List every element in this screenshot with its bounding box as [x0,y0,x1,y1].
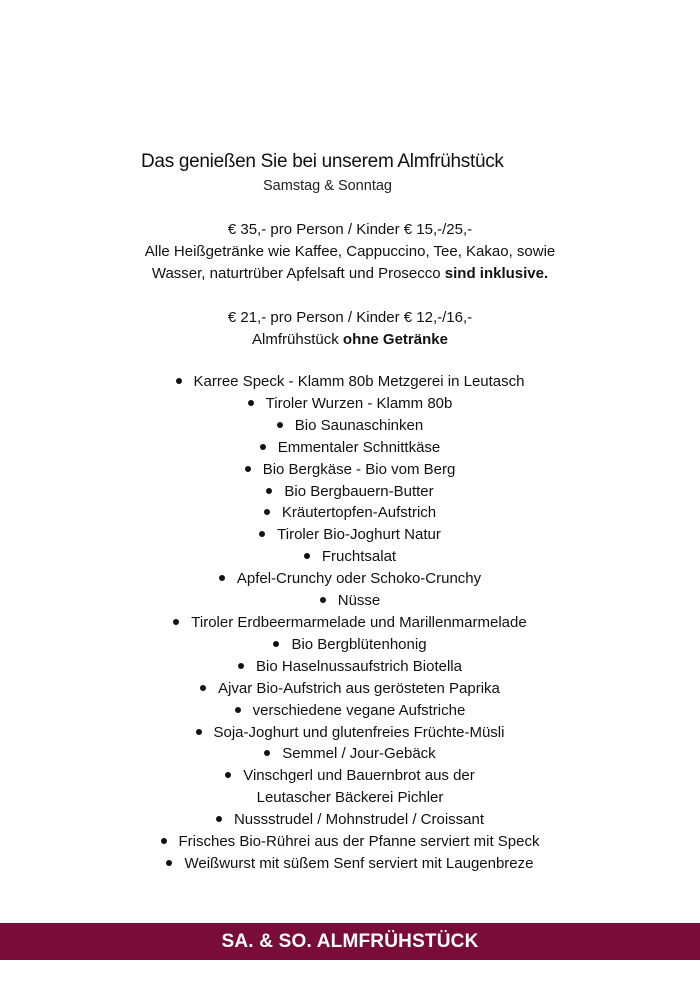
bullet-icon [266,488,272,494]
menu-item [0,722,700,744]
bullet-icon [166,860,172,866]
offer-inclusive-text-line2 [0,263,700,285]
bullet-icon [216,816,222,822]
bullet-icon [238,663,244,669]
menu-item-text: Ajvar Bio-Aufstrich aus gerösteten Paprika [218,679,500,697]
bullet-icon [264,509,270,515]
bullet-icon [304,553,310,559]
menu-item-continuation [0,787,700,809]
menu-item-text: Leutascher Bäckerei Pichler [256,789,444,807]
offer-without-drinks-bold: ohne Getränke [342,331,448,348]
menu-item [0,765,700,787]
bullet-icon [320,597,326,603]
menu-item-text: Weißwurst mit süßem Senf serviert mit Laugenbreze [184,854,534,872]
menu-item-text: Bio Haselnussaufstrich Biotella [256,657,462,675]
menu-item [0,853,700,875]
bullet-icon [200,685,206,691]
menu-item [0,612,700,634]
offer-inclusive-price: € 35,- pro Person / Kinder € 15,-/25,- [227,221,473,238]
menu-item-text: Apfel-Crunchy oder Schoko-Crunchy [236,570,482,588]
menu-item-text: Kräutertopfen-Aufstrich [281,504,437,522]
bullet-icon [260,444,266,450]
bullet-icon [173,619,179,625]
menu-item-text: Karree Speck - Klamm 80b Metzgerei in Leutasch [193,373,525,390]
menu-item-text: verschiedene vegane Aufstriche [252,701,466,719]
menu-item-text: Fruchtsalat [321,548,397,566]
menu-item-text: Bio Bergbauern-Butter [284,482,434,500]
menu-item [0,502,700,524]
menu-item-text: Tiroler Bio-Joghurt Natur [277,526,441,544]
bullet-icon [273,641,279,647]
menu-item [0,743,700,765]
menu-item [0,546,700,568]
menu-item-text: Nussstrudel / Mohnstrudel / Croissant [233,811,485,829]
menu-list [0,371,700,875]
offer-without-drinks-block [0,307,700,351]
bullet-icon [277,422,283,428]
page-subtitle: Samstag & Sonntag [263,178,392,194]
menu-item [0,590,700,612]
offer-inclusive-text-bold: sind inklusive. [444,265,549,282]
menu-item [0,524,700,546]
bullet-icon [176,378,182,384]
bullet-icon [248,400,254,406]
menu-item [0,809,700,831]
menu-item [0,656,700,678]
menu-item-text: Emmentaler Schnittkäse [277,438,441,456]
menu-item [0,568,700,590]
bullet-icon [161,838,167,844]
menu-item-text: Tiroler Wurzen - Klamm 80b [265,394,453,412]
offer-without-drinks-price: € 21,- pro Person / Kinder € 12,-/16,- [227,309,473,326]
bullet-icon [259,531,265,537]
offer-without-drinks-label [0,329,700,351]
menu-item-text: Bio Bergblütenhonig [291,635,427,653]
menu-item-text: Bio Saunaschinken [294,416,424,434]
bullet-icon [196,729,202,735]
menu-item [0,831,700,853]
footer-title: SA. & SO. ALMFRÜHSTÜCK [221,930,479,952]
menu-item [0,700,700,722]
menu-item [0,481,700,503]
menu-item [0,437,700,459]
menu-item [0,459,700,481]
menu-item [0,634,700,656]
menu-item [0,393,700,415]
page-title: Das genießen Sie bei unserem Almfrühstück [141,151,504,172]
offer-inclusive-text-plain: Wasser, naturtrüber Apfelsaft und Prosecco [151,265,445,282]
menu-item-text: Soja-Joghurt und glutenfreies Früchte-Müsli [213,723,505,741]
bullet-icon [235,707,241,713]
menu-item-text: Tiroler Erdbeermarmelade und Marillenmarmelade [191,613,527,631]
menu-item-text: Frisches Bio-Rührei aus der Pfanne serviert mit Speck [178,833,540,851]
menu-item [0,415,700,437]
footer-banner [0,923,700,960]
bullet-icon [219,575,225,581]
offer-inclusive-block [0,219,700,285]
menu-item-text: Vinschgerl und Bauernbrot aus der [243,767,475,785]
menu-item [0,371,700,393]
menu-item [0,678,700,700]
bullet-icon [225,772,231,778]
offer-without-drinks-plain: Almfrühstück [252,331,343,348]
bullet-icon [264,750,270,756]
offer-inclusive-text-line1: Alle Heißgetränke wie Kaffee, Cappuccino, Tee, Kakao, sowie [144,243,556,260]
menu-item-text: Semmel / Jour-Gebäck [282,745,436,763]
bullet-icon [245,466,251,472]
menu-item-text: Nüsse [337,592,381,610]
menu-item-text: Bio Bergkäse - Bio vom Berg [262,460,456,478]
